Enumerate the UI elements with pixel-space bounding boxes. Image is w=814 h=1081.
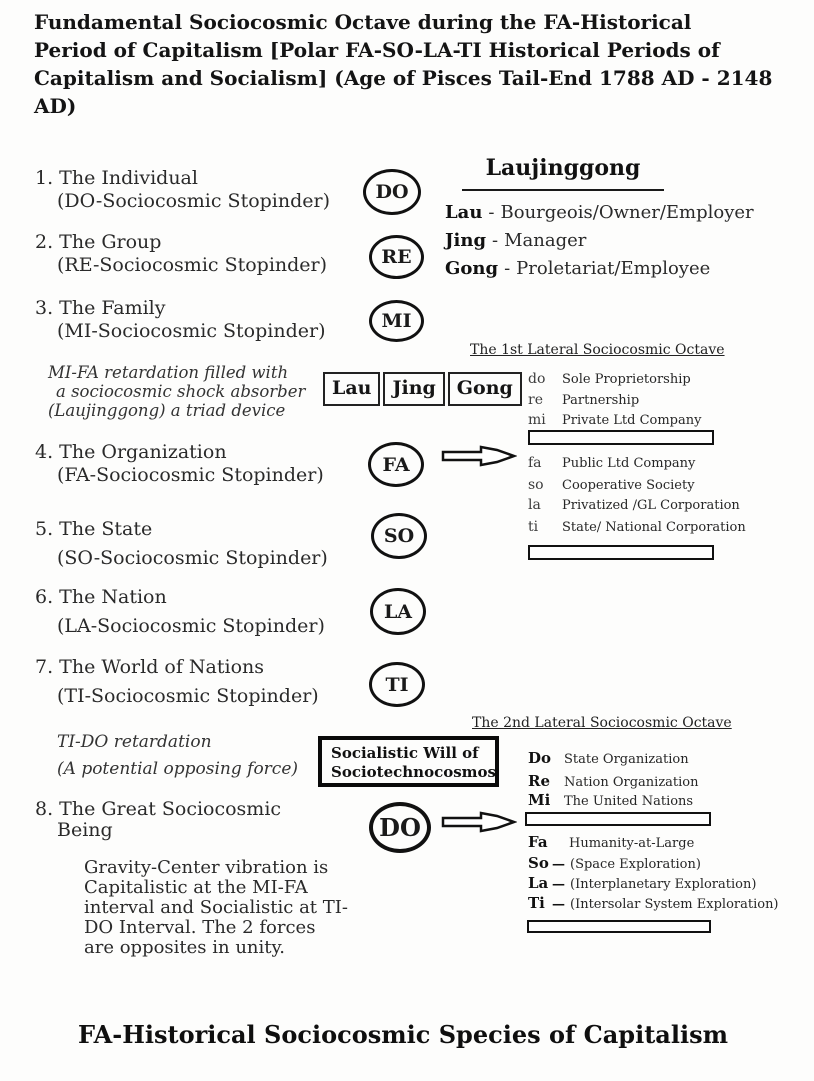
lau-term: Lau <box>445 202 483 223</box>
stopinder-label: 5. The State <box>35 518 153 540</box>
lateral2-row-re <box>528 772 699 790</box>
gong-term: Gong <box>445 258 499 279</box>
lateral2-text-ti: (Intersolar System Exploration) <box>570 897 779 912</box>
gravity-note-line5: are opposites in unity. <box>84 937 286 958</box>
stopinder-sub: (LA-Sociocosmic Stopinder) <box>57 615 325 637</box>
gong-definition: Proletariat/Employee <box>516 258 711 279</box>
circle-la-label: LA <box>383 600 413 623</box>
laujinggong-triad-box <box>323 372 522 406</box>
stopinder-item-great-sociocosmic-being <box>35 799 281 841</box>
mi-fa-note-line2: a sociocosmic shock absorber <box>56 382 306 401</box>
circle-so <box>371 513 427 559</box>
stopinder-item-world-of-nations <box>35 656 319 708</box>
lateral2-text-do: State Organization <box>564 752 689 767</box>
gravity-note-line3: interval and Socialistic at TI- <box>84 897 348 918</box>
lateral1-text-mi: Private Ltd Company <box>562 413 702 428</box>
lateral2-interval-bar-lower <box>527 920 711 933</box>
stopinder-label: 8. The Great Sociocosmic <box>35 798 282 820</box>
laujinggong-entry-jing <box>445 230 586 251</box>
lateral1-interval-bar-lower <box>528 545 714 560</box>
stopinder-item-individual <box>35 167 330 213</box>
lateral1-row-do <box>528 371 691 387</box>
ti-do-note-line2: (A potential opposing force) <box>57 759 299 779</box>
circle-fa <box>368 442 424 487</box>
page-title-line3: Capitalism and Socialism] (Age of Pisces Tail-End 1788 AD - 2148 AD) <box>34 66 773 118</box>
stopinder-sub: Being <box>57 819 113 841</box>
stopinder-item-organization <box>35 441 324 487</box>
lau-definition: Bourgeois/Owner/Employer <box>500 202 754 223</box>
triad-cell-jing: Jing <box>383 372 444 406</box>
lateral1-note-ti: ti <box>528 519 539 535</box>
gravity-center-note <box>84 858 348 958</box>
laujinggong-entry-lau <box>445 202 754 223</box>
stopinder-label: 3. The Family <box>35 297 166 319</box>
lateral2-dash-so: — <box>552 857 565 872</box>
arrow-fa-to-lateral1-icon <box>441 444 517 468</box>
lateral1-row-mi <box>528 412 701 428</box>
lateral2-note-re: Re <box>528 772 551 790</box>
stopinder-label: 4. The Organization <box>35 441 227 463</box>
lateral2-text-mi: The United Nations <box>564 794 694 809</box>
mi-fa-note-line1: MI-FA retardation filled with <box>48 363 289 382</box>
gravity-note-line1: Gravity-Center vibration is <box>84 857 329 878</box>
lateral1-note-la: la <box>528 497 541 513</box>
circle-do <box>363 169 421 215</box>
lateral2-row-fa <box>528 833 694 851</box>
circle-so-label: SO <box>383 525 415 547</box>
stopinder-item-state <box>35 518 328 570</box>
lateral2-dash-ti: — <box>552 897 565 912</box>
jing-dash: - <box>492 230 499 251</box>
page-title <box>34 8 789 120</box>
lateral2-text-re: Nation Organization <box>564 775 699 790</box>
lateral1-row-so <box>528 477 695 493</box>
circle-ti <box>369 662 425 707</box>
lateral1-interval-bar-upper <box>528 430 714 445</box>
jing-definition: Manager <box>504 230 587 251</box>
lateral1-text-so: Cooperative Society <box>562 478 695 493</box>
lateral1-text-fa: Public Ltd Company <box>562 456 696 471</box>
socialistic-will-line2: Sociotechnocosmos <box>331 763 496 781</box>
circle-re-label: RE <box>381 246 412 268</box>
laujinggong-title-underline <box>462 189 664 191</box>
stopinder-label: 6. The Nation <box>35 586 167 608</box>
mi-fa-retardation-note <box>48 363 305 420</box>
stopinder-label: 1. The Individual <box>35 167 198 189</box>
lateral2-dash-la: — <box>552 877 565 892</box>
lau-dash: - <box>488 202 495 223</box>
lateral2-note-do: Do <box>528 749 552 767</box>
circle-la <box>370 588 426 635</box>
lateral2-note-ti: Ti <box>528 894 545 912</box>
stopinder-label: 2. The Group <box>35 231 162 253</box>
lateral2-text-la: (Interplanetary Exploration) <box>570 877 757 892</box>
lateral2-interval-bar-upper <box>525 812 711 826</box>
laujinggong-title: Laujinggong <box>485 155 641 181</box>
lateral1-row-ti <box>528 519 746 535</box>
lateral1-note-mi: mi <box>528 412 546 428</box>
circle-re <box>369 235 424 279</box>
ti-do-retardation-note <box>57 729 298 783</box>
lateral1-row-re <box>528 392 639 408</box>
jing-term: Jing <box>445 230 487 251</box>
lateral2-heading: The 2nd Lateral Sociocosmic Octave <box>472 715 732 731</box>
circle-ti-label: TI <box>385 673 409 696</box>
lateral2-note-so: So <box>528 854 549 872</box>
lateral2-row-do <box>528 749 689 767</box>
lateral2-text-so: (Space Exploration) <box>570 857 701 872</box>
lateral2-row-so <box>528 854 701 872</box>
page-title-line1: Fundamental Sociocosmic Octave during the FA-Historical <box>34 10 692 34</box>
lateral1-text-do: Sole Proprietorship <box>562 372 691 387</box>
gravity-note-line2: Capitalistic at the MI-FA <box>84 877 308 898</box>
lateral1-text-re: Partnership <box>562 393 640 408</box>
lateral2-row-mi <box>528 791 693 809</box>
ti-do-note-line1: TI-DO retardation <box>57 732 212 752</box>
lateral1-row-la <box>528 497 740 513</box>
lateral1-note-re: re <box>528 392 543 408</box>
lateral1-text-ti: State/ National Corporation <box>562 520 746 535</box>
circle-mi-label: MI <box>381 310 412 332</box>
stopinder-label: 7. The World of Nations <box>35 656 265 678</box>
stopinder-sub: (TI-Sociocosmic Stopinder) <box>57 685 319 707</box>
laujinggong-entry-gong <box>445 258 710 279</box>
lateral2-note-la: La <box>528 874 549 892</box>
stopinder-sub: (FA-Sociocosmic Stopinder) <box>57 464 324 486</box>
lateral2-note-mi: Mi <box>528 791 551 809</box>
footer-title: FA-Historical Sociocosmic Species of Capitalism <box>78 1020 728 1049</box>
triad-cell-gong: Gong <box>448 372 522 406</box>
stopinder-sub: (RE-Sociocosmic Stopinder) <box>57 254 328 276</box>
lateral1-note-fa: fa <box>528 455 542 471</box>
page-title-line2: Period of Capitalism [Polar FA-SO-LA-TI Historical Periods of <box>34 38 720 62</box>
lateral2-text-fa: Humanity-at-Large <box>569 836 695 851</box>
lateral1-row-fa <box>528 455 695 471</box>
lateral1-text-la: Privatized /GL Corporation <box>562 498 740 513</box>
triad-cell-lau: Lau <box>323 372 380 406</box>
circle-do-label: DO <box>375 181 409 203</box>
socialistic-will-box <box>318 736 499 787</box>
lateral2-row-la <box>528 874 756 892</box>
socialistic-will-line1: Socialistic Will of <box>331 744 479 762</box>
circle-do-top-label: DO <box>379 813 421 842</box>
stopinder-item-family <box>35 297 325 343</box>
lateral2-note-fa: Fa <box>528 833 548 851</box>
lateral1-note-do: do <box>528 371 546 387</box>
stopinder-sub: (DO-Sociocosmic Stopinder) <box>57 190 331 212</box>
lateral2-row-ti <box>528 894 779 912</box>
circle-fa-label: FA <box>382 453 410 476</box>
lateral1-heading: The 1st Lateral Sociocosmic Octave <box>470 342 725 358</box>
mi-fa-note-line3: (Laujinggong) a triad device <box>48 401 286 420</box>
circle-mi <box>369 300 424 342</box>
stopinder-sub: (SO-Sociocosmic Stopinder) <box>57 547 328 569</box>
arrow-do-to-lateral2-icon <box>441 810 517 834</box>
stopinder-item-nation <box>35 586 325 638</box>
stopinder-item-group <box>35 231 327 277</box>
lateral1-note-so: so <box>528 477 544 493</box>
circle-do-octave-top <box>369 802 431 853</box>
stopinder-sub: (MI-Sociocosmic Stopinder) <box>57 320 326 342</box>
gravity-note-line4: DO Interval. The 2 forces <box>84 917 316 938</box>
gong-dash: - <box>504 258 511 279</box>
